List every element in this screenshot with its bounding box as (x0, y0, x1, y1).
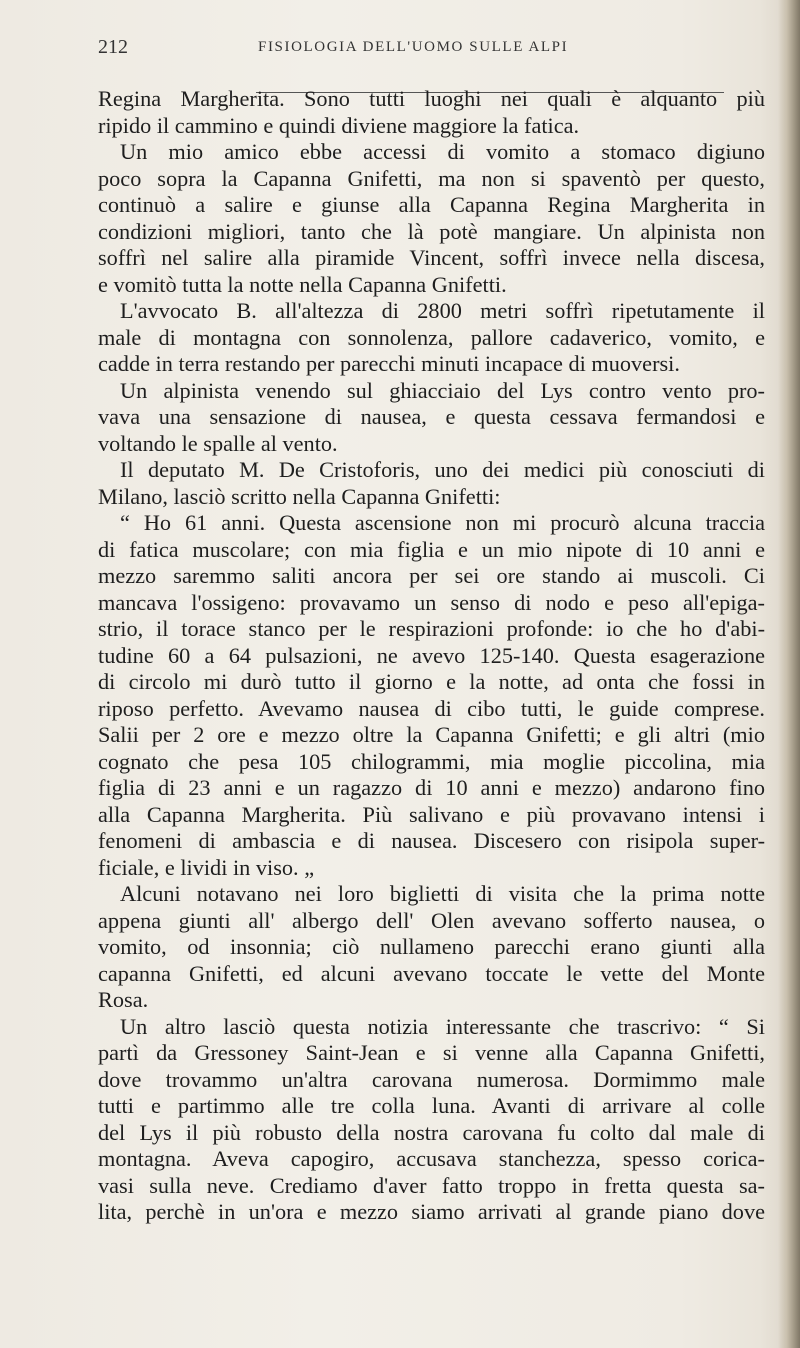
text-line: montagna. Aveva capogiro, accusava stanchezza, spesso corica- (98, 1146, 765, 1171)
text-line: male di montagna con sonnolenza, pallore cadaverico, vomito, e (98, 324, 765, 350)
text-line: di fatica muscolare; con mia figlia e un mio nipote di 10 anni e (98, 536, 765, 562)
body-text (98, 86, 765, 1226)
text-line: Un altro lasciò questa notizia interessante che trascrivo: “ Si (120, 1013, 765, 1039)
text-line: partì da Gressoney Saint-Jean e si venne alla Capanna Gnifetti, (98, 1040, 765, 1065)
text-line: del Lys il più robusto della nostra carovana fu colto dal male di (98, 1119, 765, 1145)
text-line: continuò a salire e giunse alla Capanna Regina Margherita in (98, 192, 765, 217)
text-line: Rosa. (98, 987, 149, 1012)
text-line: Milano, lasciò scritto nella Capanna Gnifetti: (98, 483, 501, 509)
paragraph (98, 298, 765, 378)
text-line: lita, perchè in un'ora e mezzo siamo arrivati al grande piano dove (98, 1199, 765, 1224)
page-edge-shadow (778, 0, 800, 1348)
text-line: appena giunti all' albergo dell' Olen avevano sofferto nausea, o (98, 907, 765, 933)
text-line: mezzo saremmo saliti ancora per sei ore stando ai muscoli. Ci (98, 563, 765, 588)
page-number: 212 (98, 36, 128, 58)
text-line: voltando le spalle al vento. (98, 430, 338, 456)
text-line: ficiale, e lividi in viso. „ (98, 854, 315, 880)
text-line: e vomitò tutta la notte nella Capanna Gnifetti. (98, 271, 507, 297)
text-line: ripido il cammino e quindi diviene maggiore la fatica. (98, 112, 580, 138)
text-line: “ Ho 61 anni. Questa ascensione non mi procurò alcuna traccia (120, 510, 765, 535)
text-line: di circolo mi durò tutto il giorno e la notte, ad onta che fossi in (98, 669, 765, 694)
text-line: vava una sensazione di nausea, e questa cessava fermandosi e (98, 404, 765, 429)
text-line: soffrì nel salire alla piramide Vincent, soffrì invece nella discesa, (98, 245, 765, 270)
paragraph (98, 86, 765, 139)
paragraph (98, 378, 765, 458)
text-line: Il deputato M. De Cristoforis, uno dei medici più conosciuti di (120, 457, 765, 482)
text-line: dove trovammo un'altra carovana numerosa. Dormimmo male (98, 1066, 765, 1092)
text-line: Un alpinista venendo sul ghiacciaio del Lys contro vento pro- (120, 377, 765, 403)
paragraph (98, 510, 765, 881)
paragraph (98, 139, 765, 298)
text-line: figlia di 23 anni e un ragazzo di 10 anni e mezzo) andarono fino (98, 775, 765, 800)
text-line: cognato che pesa 105 chilogrammi, mia moglie piccolina, mia (98, 748, 765, 774)
text-line: Un mio amico ebbe accessi di vomito a stomaco digiuno (120, 139, 765, 164)
text-line: tutti e partimmo alle tre colla luna. Avanti di arrivare al colle (98, 1093, 765, 1118)
text-line: vasi sulla neve. Crediamo d'aver fatto troppo in fretta questa sa- (98, 1172, 765, 1198)
text-line: tudine 60 a 64 pulsazioni, ne avevo 125-140. Questa esagerazione (98, 642, 765, 668)
text-line: alla Capanna Margherita. Più salivano e più provavano intensi i (98, 801, 765, 827)
text-line: poco sopra la Capanna Gnifetti, ma non si spaventò per questo, (98, 165, 765, 191)
text-line: Salii per 2 ore e mezzo oltre la Capanna Gnifetti; e gli altri (mio (98, 722, 765, 747)
text-line: fenomeni di ambascia e di nausea. Discesero con risipola super- (98, 828, 765, 853)
text-line: riposo perfetto. Avevamo nausea di cibo tutti, le guide comprese. (98, 695, 765, 721)
text-line: vomito, od insonnia; ciò nullameno parecchi erano giunti alla (98, 934, 765, 959)
paragraph (98, 457, 765, 510)
text-line: Regina Margherita. Sono tutti luoghi nei quali è alquanto più (98, 86, 765, 111)
text-line: L'avvocato B. all'altezza di 2800 metri soffrì ripetutamente il (120, 298, 765, 323)
text-line: mancava l'ossigeno: provavamo un senso di nodo e peso all'epiga- (98, 589, 765, 615)
text-line: condizioni migliori, tanto che là potè mangiare. Un alpinista non (98, 218, 765, 244)
text-line: capanna Gnifetti, ed alcuni avevano toccate le vette del Monte (98, 960, 765, 986)
running-title: FISIOLOGIA DELL'UOMO SULLE ALPI (258, 39, 569, 55)
paragraph (98, 881, 765, 1014)
text-line: Alcuni notavano nei loro biglietti di visita che la prima notte (120, 881, 765, 906)
page-header (0, 36, 800, 76)
text-line: strio, il torace stanco per le respirazioni profonde: io che ho d'abi- (98, 616, 765, 641)
paragraph (98, 1014, 765, 1226)
text-line: cadde in terra restando per parecchi minuti incapace di muoversi. (98, 351, 680, 376)
